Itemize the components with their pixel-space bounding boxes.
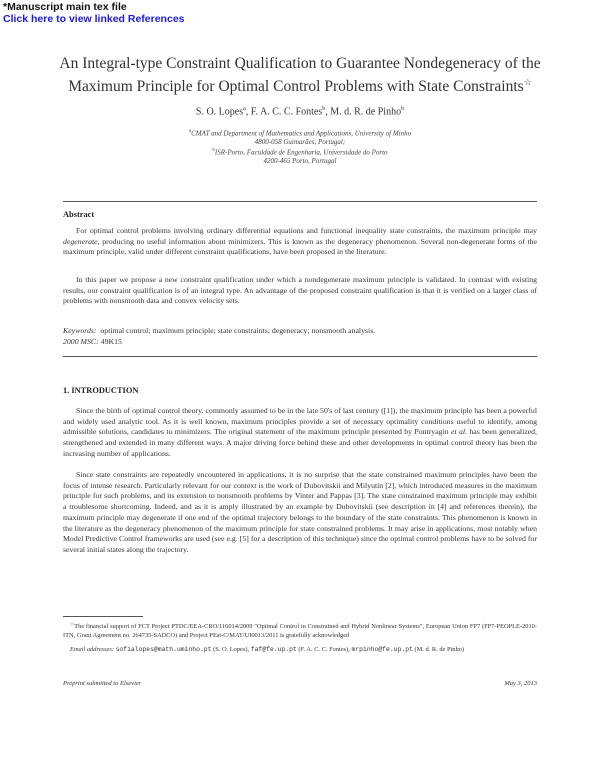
author-3-affil-mark: b	[401, 106, 405, 112]
email-fontes[interactable]: faf@fe.up.pt	[250, 646, 297, 653]
preprint-note: Preprint submitted to Elsevier	[63, 680, 142, 687]
funding-footnote: ☆The financial support of FCT Project PTDC/EEA-CRO/116014/2009 "Optimal Control in Constrained and Hybrid Nonlinear Systems", European Union FP7 (FP7-PEOPLE-2010-ITN, Grant Agreement no. 264735-SADCO) and Project PEst-C/MAT/UI0013/2011 is gratefully acknowledged	[63, 621, 537, 639]
affil-a-line-2: 4800-058 Guimarães, Portugal;	[254, 138, 346, 147]
email-pinho[interactable]: mrpinho@fe.up.pt	[351, 646, 413, 653]
linked-references-link[interactable]: Click here to view linked References	[3, 13, 185, 25]
manuscript-banner	[3, 1, 185, 25]
paper-title	[40, 55, 560, 96]
author-2-affil-mark: b	[322, 106, 326, 112]
abstract-bottom-rule	[63, 356, 537, 357]
affil-b-line-2: 4200-465 Porto, Portugal	[263, 157, 337, 166]
msc-code: 49K15	[100, 337, 122, 346]
keywords-label: Keywords:	[63, 326, 97, 335]
author-list: S. O. Lopes$^a$, F. A. C. C. Fontes$^b$, M. d. R. de Pinho$^b$	[195, 106, 405, 118]
manuscript-label: *Manuscript main tex file	[3, 1, 127, 13]
intro-paragraph-2: Since state constraints are repeatedly encountered in applications, it is no surprise that the state constrained maximum principles have been the focus of intense research. Particularly relevant for our context is the work of Dubovitskii and Milyutin [2], which introduced measures in the maximum principle for such problems, and its extension to nonsmooth problems by Vinter and Pappas [3]. The state constrained maximum principle may exhibit a troublesome shortcoming. Indeed, and as it is amply illustrated by an example by Dubovitskii (see description in [4] and references therein), the maximum principle may degenerate if one end of the optimal trajectory belongs to the boundary of the state constraints. This phenomenon is known in the literature as the degeneracy phenomenon of the maximum principle for state constrained problems. It may arise in applications, most notably when Model Predictive Control frameworks are used (see e.g. [5] for a description of this technique) since the optimal control problems have to be solved for several initial states along the trajectory.	[63, 470, 537, 554]
submission-date: May 3, 2013	[504, 680, 537, 687]
title-line-2: Maximum Principle for Optimal Control Problems with State Constraints	[68, 78, 524, 96]
keywords-line	[63, 326, 537, 337]
abstract-top-rule	[63, 201, 537, 202]
abstract-paragraph-1: For optimal control problems involving ordinary differential equations and functional inequality state constraints, the maximum principle may degenerate, producing no useful information about minimizers. This is known as the degeneracy phenomenon. Several non-degenerate forms of the maximum principle, valid under different constraint qualifications, have been proposed in the literature.	[63, 226, 537, 257]
title-footnote-mark[interactable]: ☆	[523, 77, 532, 87]
footnote-rule	[63, 616, 143, 617]
affil-a-line-1: CMAT and Department of Mathematics and Applications, University of Minho	[191, 129, 412, 138]
affiliation-b	[100, 146, 500, 166]
author-2: F. A. C. C. Fontes	[250, 106, 323, 118]
msc-line	[63, 337, 537, 348]
abstract-paragraph-2: In this paper we propose a new constraint qualification under which a nondegenerate maximum principle is validated. In contrast with existing results, our constraint qualification is of an integral type. An advantage of the proposed constraint qualification is that it is verified on a larger class of problems with nonsmooth data and convex velocity sets.	[63, 275, 537, 306]
keywords-text: optimal control; maximum principle; state constraints; degeneracy; nonsmooth analysis.	[100, 326, 376, 335]
author-1: S. O. Lopes	[195, 106, 244, 118]
affil-a-mark: a	[188, 129, 192, 134]
affil-b-line-1: ISR-Porto, Faculdade de Engenharia, Universidade do Porto	[214, 148, 388, 157]
affil-b-mark: b	[212, 148, 215, 153]
affiliation-a	[100, 127, 500, 147]
msc-label: 2000 MSC:	[63, 337, 99, 346]
section-heading-introduction: 1. INTRODUCTION	[63, 386, 139, 395]
author-1-affil-mark: a	[243, 106, 246, 112]
abstract-heading: Abstract	[63, 210, 95, 219]
author-3: M. d. R. de Pinho	[330, 106, 402, 118]
title-line-1: An Integral-type Constraint Qualification to Guarantee Nondegeneracy of the	[59, 55, 541, 72]
email-footnote: Email addresses: sofialopes@math.uminho.pt (S. O. Lopes), faf@fe.up.pt (F. A. C. C. Fontes), mrpinho@fe.up.pt (M. d. R. de Pinho)	[70, 646, 465, 653]
intro-paragraph-1: Since the birth of optimal control theory, commonly assumed to be in the late 50's of last century ([1]), the maximum principle has been a powerful and widely used analytic tool. As it is well known, maximum principles provide a set of necessary optimality conditions useful to identify, among admissible solutions, candidates to minimizers. The original statement of the maximum principle presented by Pontryagin et al. has been generalized, strengthened and extended in many different ways. A major driving force behind these and other developments in optimal control theory has been the increasing number of applications.	[63, 406, 538, 458]
email-lopes[interactable]: sofialopes@math.uminho.pt	[115, 646, 212, 653]
